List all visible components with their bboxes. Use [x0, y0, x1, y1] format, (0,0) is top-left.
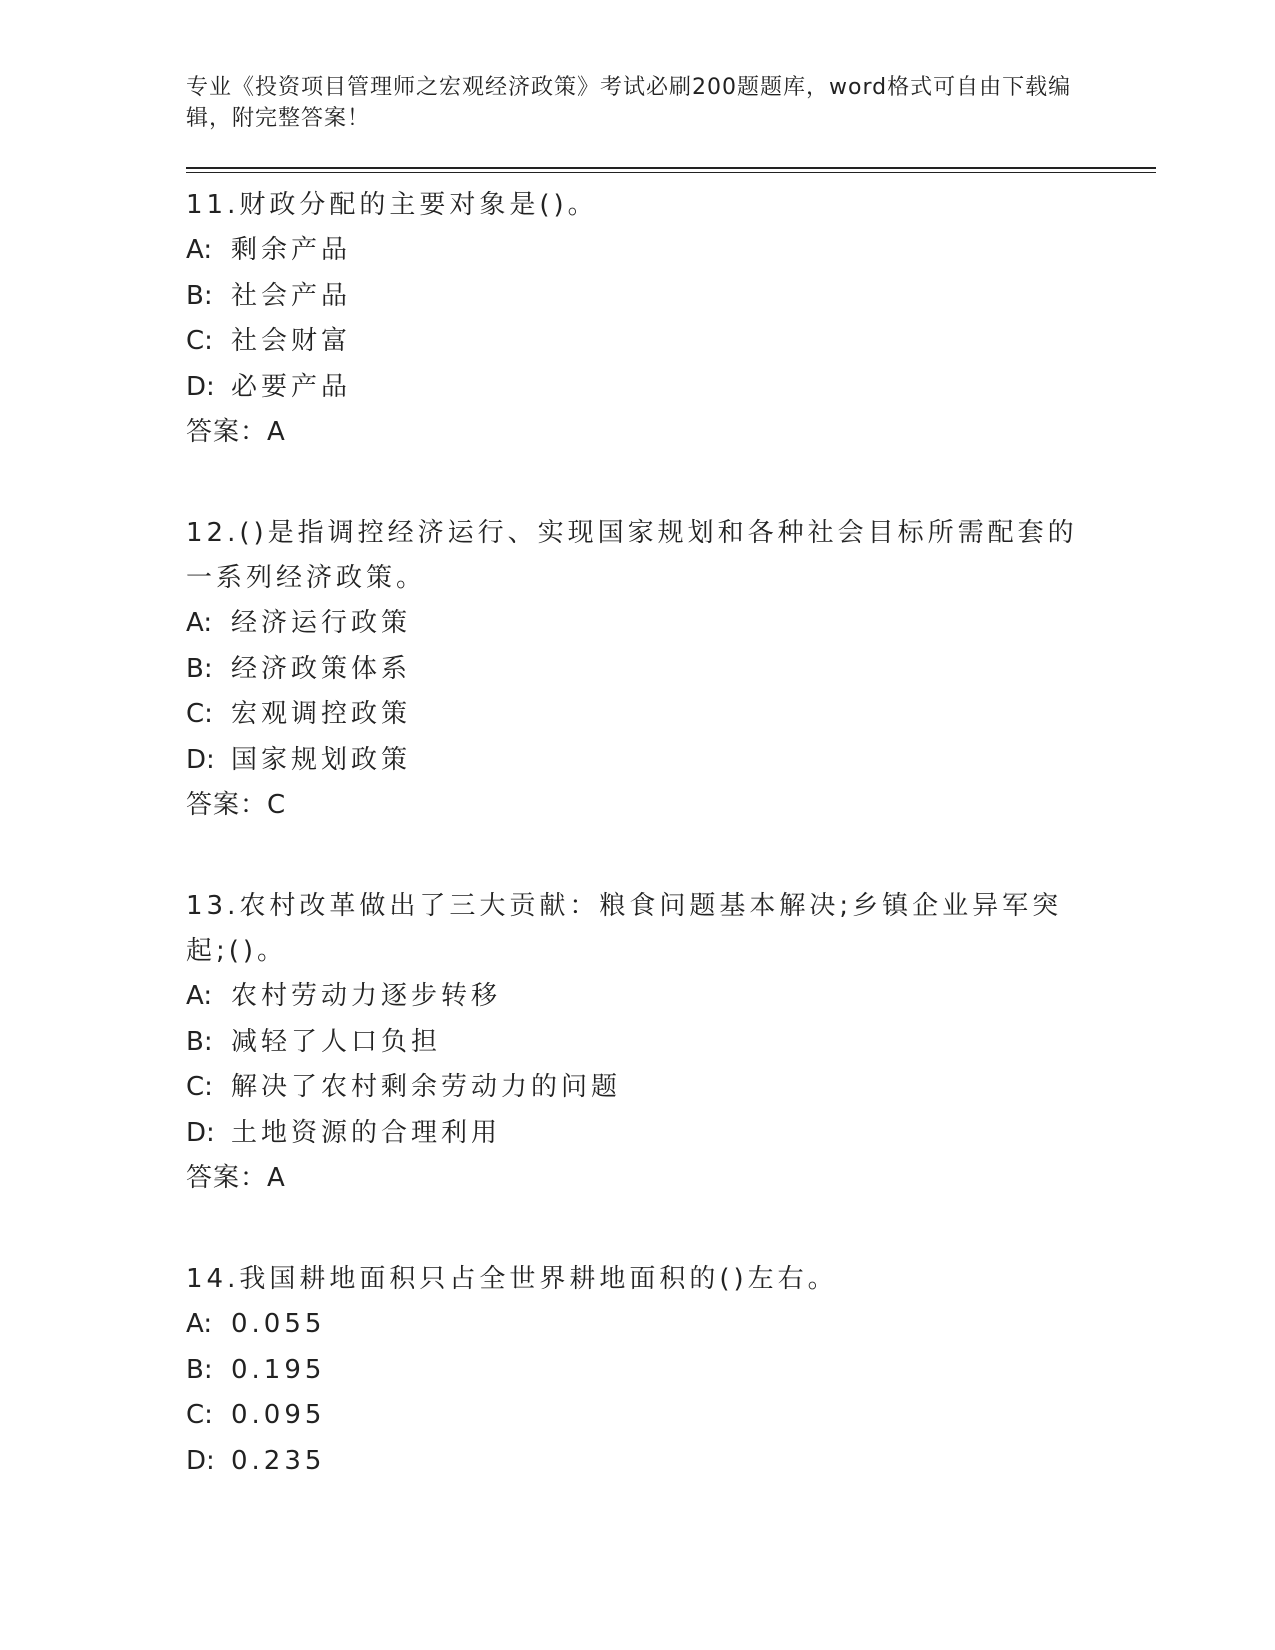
- option-text: 减轻了人口负担: [231, 1026, 442, 1057]
- spacer: [186, 1201, 1156, 1247]
- option-text: 经济运行政策: [231, 608, 412, 638]
- option-b: [186, 274, 1156, 320]
- answer: 答案：A: [186, 417, 286, 447]
- option-key: D:: [186, 1445, 215, 1476]
- option-a: [186, 228, 1156, 274]
- option-text: 土地资源的合理利用: [231, 1117, 502, 1148]
- option-b: [186, 1020, 1156, 1066]
- option-text: 0.235: [231, 1445, 326, 1476]
- option-key: A:: [186, 1309, 213, 1339]
- option-key: B:: [186, 280, 213, 311]
- document-header: 专业《投资项目管理师之宏观经济政策》考试必刷200题题库，word格式可自由下载编辑，附完整答案！: [186, 75, 1072, 131]
- option-text: 宏观调控政策: [231, 699, 412, 729]
- question-14: [186, 1257, 1156, 1484]
- option-text: 经济政策体系: [231, 653, 412, 684]
- option-key: B:: [186, 1354, 213, 1385]
- answer: 答案：C: [186, 790, 287, 820]
- option-key: B:: [186, 1026, 213, 1057]
- question-13: [186, 884, 1156, 1201]
- option-text: 必要产品: [231, 371, 352, 402]
- question-12: [186, 511, 1156, 828]
- question-stem: 11.财政分配的主要对象是()。: [186, 190, 598, 220]
- question-stem: 12.()是指调控经济运行、实现国家规划和各种社会目标所需配套的一系列经济政策。: [186, 518, 1078, 593]
- option-key: B:: [186, 653, 213, 684]
- option-text: 0.095: [231, 1400, 326, 1430]
- question-11: [186, 183, 1156, 455]
- option-c: [186, 1393, 1156, 1439]
- option-text: 社会产品: [231, 280, 352, 311]
- option-a: [186, 1302, 1156, 1348]
- option-text: 国家规划政策: [231, 744, 412, 775]
- option-key: C:: [186, 1400, 213, 1430]
- option-key: C:: [186, 699, 213, 729]
- option-key: A:: [186, 608, 213, 638]
- option-text: 解决了农村剩余劳动力的问题: [231, 1072, 622, 1102]
- spacer: [186, 455, 1156, 501]
- spacer: [186, 828, 1156, 874]
- option-d: [186, 1111, 1156, 1157]
- question-stem: 14.我国耕地面积只占全世界耕地面积的()左右。: [186, 1264, 838, 1294]
- option-text: 剩余产品: [231, 235, 352, 265]
- document-page: [186, 72, 1156, 1484]
- option-key: D:: [186, 744, 215, 775]
- option-text: 社会财富: [231, 326, 352, 356]
- option-a: [186, 601, 1156, 647]
- option-text: 农村劳动力逐步转移: [231, 981, 502, 1011]
- option-b: [186, 647, 1156, 693]
- option-a: [186, 974, 1156, 1020]
- option-key: D:: [186, 371, 215, 402]
- header-divider: [186, 167, 1156, 173]
- answer: 答案：A: [186, 1163, 286, 1193]
- option-c: [186, 692, 1156, 738]
- option-c: [186, 319, 1156, 365]
- option-key: D:: [186, 1117, 215, 1148]
- option-key: C:: [186, 1072, 213, 1102]
- option-d: [186, 738, 1156, 784]
- option-b: [186, 1348, 1156, 1394]
- option-c: [186, 1065, 1156, 1111]
- option-key: C:: [186, 326, 213, 356]
- option-d: [186, 365, 1156, 411]
- option-key: A:: [186, 981, 213, 1011]
- option-key: A:: [186, 235, 213, 265]
- question-stem: 13.农村改革做出了三大贡献：粮食问题基本解决;乡镇企业异军突起;()。: [186, 891, 1063, 966]
- option-d: [186, 1439, 1156, 1485]
- option-text: 0.055: [231, 1309, 326, 1339]
- option-text: 0.195: [231, 1354, 326, 1385]
